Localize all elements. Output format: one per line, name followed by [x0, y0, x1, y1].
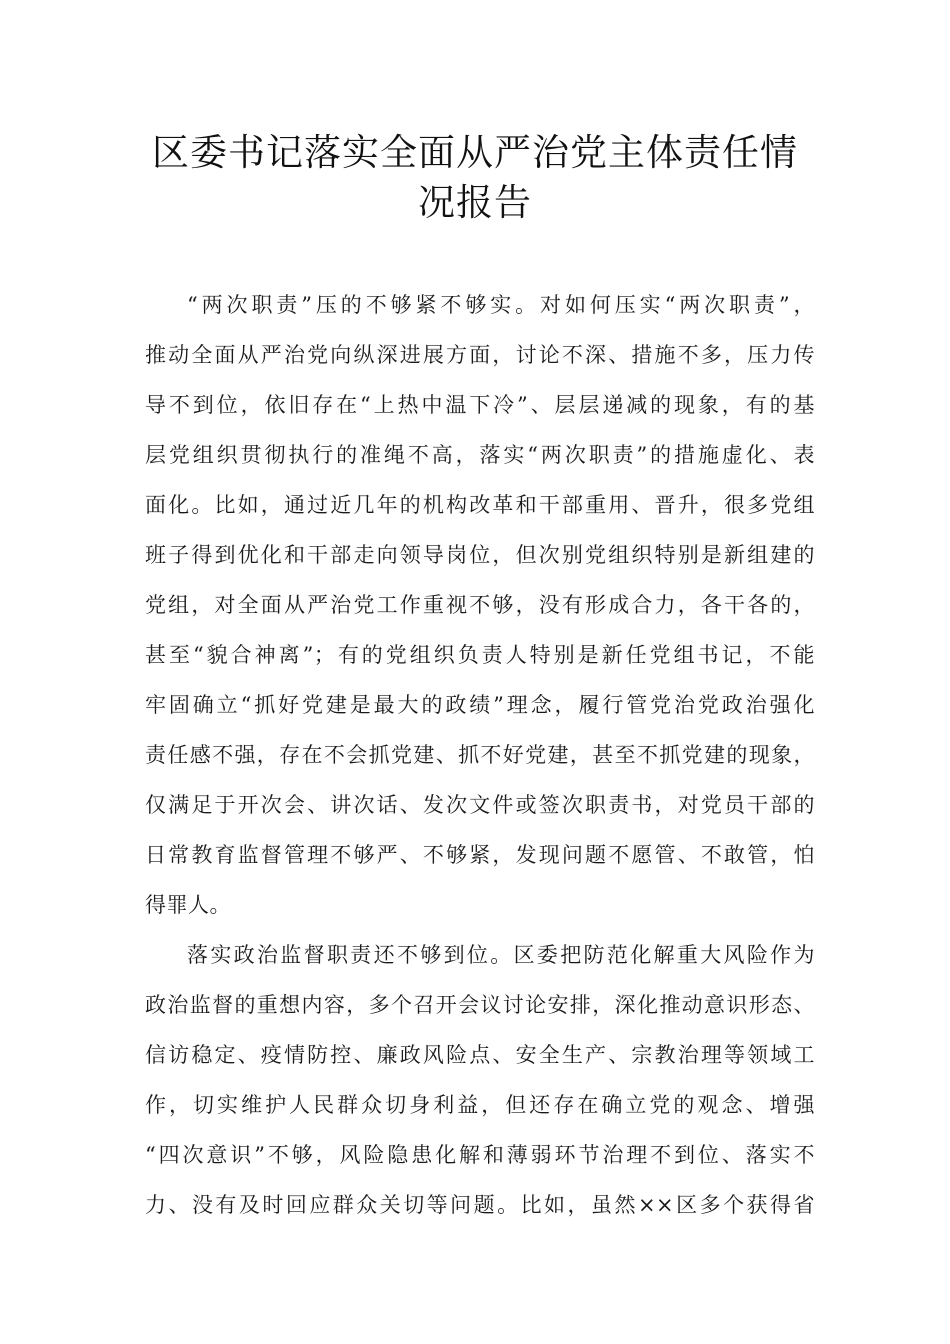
- paragraph-1-line-11: 仅满足于开次会、讲次话、发次文件或签次职责书，对党员干部的: [145, 793, 815, 817]
- paragraph-2-line-1: 落实政治监督职责还不够到位。区委把防范化解重大风险作为: [187, 943, 815, 967]
- paragraph-1-line-2: 推动全面从严治党向纵深进展方面，讨论不深、措施不多，压力传: [145, 343, 815, 367]
- paragraph-2-line-2: 政治监督的重想内容，多个召开会议讨论安排，深化推动意识形态、: [145, 993, 815, 1017]
- paragraph-1-line-1: “两次职责”压的不够紧不够实。对如何压实“两次职责”，: [187, 293, 815, 317]
- paragraph-2: [145, 930, 815, 1230]
- paragraph-1-line-9: 牢固确立“抓好党建是最大的政绩”理念，履行管党治党政治强化: [145, 693, 815, 717]
- paragraph-2-line-4: 作，切实维护人民群众切身利益，但还存在确立党的观念、增强: [145, 1093, 815, 1117]
- paragraph-1-line-8: 甚至“貌合神离”；有的党组织负责人特别是新任党组书记，不能: [145, 643, 815, 667]
- paragraph-2-line-3: 信访稳定、疫情防控、廉政风险点、安全生产、宗教治理等领域工: [145, 1043, 815, 1067]
- paragraph-1-line-6: 班子得到优化和干部走向领导岗位，但次别党组织特别是新组建的: [145, 543, 815, 567]
- paragraph-2-line-5: “四次意识”不够，风险隐患化解和薄弱环节治理不到位、落实不: [145, 1143, 815, 1167]
- paragraph-1-line-5: 面化。比如，通过近几年的机构改革和干部重用、晋升，很多党组: [145, 493, 815, 517]
- title-line-1: 区委书记落实全面从严治党主体责任情: [152, 131, 798, 174]
- paragraph-2-line-6: 力、没有及时回应群众关切等问题。比如，虽然××区多个获得省: [145, 1193, 815, 1217]
- document-title: [140, 128, 810, 228]
- title-line-2: 况报告: [418, 181, 532, 224]
- document-body: [145, 280, 815, 1230]
- paragraph-1: [145, 280, 815, 930]
- paragraph-1-line-7: 党组，对全面从严治党工作重视不够，没有形成合力，各干各的，: [145, 593, 815, 617]
- paragraph-1-line-3: 导不到位，依旧存在“上热中温下冷”、层层递减的现象，有的基: [145, 393, 815, 417]
- paragraph-1-line-13: 得罪人。: [145, 893, 231, 917]
- paragraph-1-line-10: 责任感不强，存在不会抓党建、抓不好党建，甚至不抓党建的现象，: [145, 743, 815, 767]
- paragraph-1-line-12: 日常教育监督管理不够严、不够紧，发现问题不愿管、不敢管，怕: [145, 843, 815, 867]
- paragraph-1-line-4: 层党组织贯彻执行的准绳不高，落实“两次职责”的措施虚化、表: [145, 443, 815, 467]
